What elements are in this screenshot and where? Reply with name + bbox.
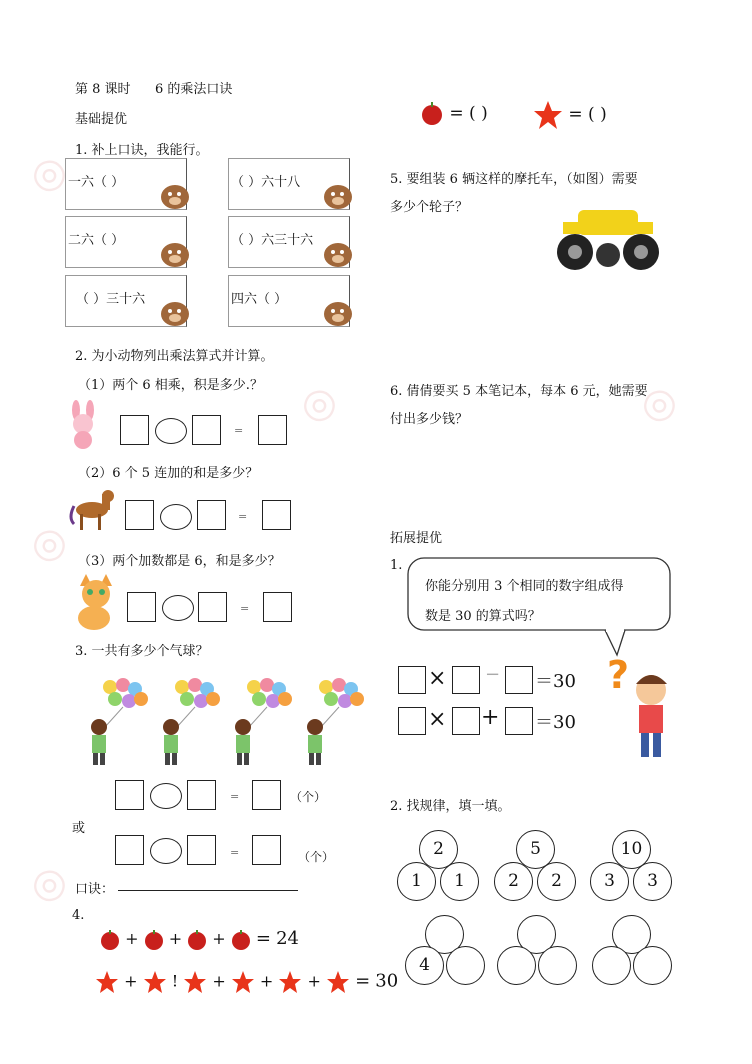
mole-icon <box>158 294 192 328</box>
answer-box[interactable] <box>198 592 227 622</box>
apple-equation <box>100 928 299 950</box>
times-sign: × <box>428 666 447 691</box>
atv-motorcycle-illustration <box>553 200 663 275</box>
answer-box[interactable] <box>252 835 281 865</box>
lesson-title: 6 的乘法口诀 <box>155 82 233 97</box>
plus-sign: + <box>125 929 139 948</box>
operator-oval[interactable] <box>162 595 194 621</box>
pattern-circle-top: 2 <box>419 830 458 869</box>
plus-sign: + <box>481 705 500 730</box>
apple-answer <box>420 102 488 126</box>
koujue-card <box>65 275 187 327</box>
pattern-circle-left: 4 <box>405 946 444 985</box>
answer-box[interactable] <box>115 780 144 810</box>
star-answer-blank[interactable]: = ( ) <box>568 104 607 125</box>
apple-icon <box>187 930 207 950</box>
answer-box[interactable] <box>262 500 291 530</box>
mole-icon <box>321 294 355 328</box>
watermark: ◎ <box>288 374 346 433</box>
apple-sum: 24 <box>276 928 299 949</box>
bubble-text-line1: 你能分别用 3 个相同的数字组成得 <box>425 579 624 594</box>
pattern-circle-left: 1 <box>397 862 436 901</box>
answer-box[interactable] <box>192 415 221 445</box>
separator: ! <box>171 971 179 991</box>
equals-sign: = <box>255 928 271 949</box>
answer-box[interactable] <box>452 666 480 694</box>
bubble-text-line2: 数是 30 的算式吗？ <box>425 609 541 624</box>
koujue-answer-line[interactable] <box>118 890 298 891</box>
star-icon <box>95 970 119 994</box>
answer-box[interactable] <box>263 592 292 622</box>
q2-title: 2. 为小动物列出乘法算式并计算。 <box>75 349 274 364</box>
equals-sign: = <box>230 846 240 859</box>
mole-icon <box>158 235 192 269</box>
watermark: ◎ <box>18 144 76 203</box>
koujue-card <box>228 216 350 268</box>
apple-icon <box>144 930 164 950</box>
unit-label: （个） <box>290 790 327 804</box>
apple-icon <box>231 930 251 950</box>
koujue-card <box>65 216 187 268</box>
q1-title: 1. 补上口诀，我能行。 <box>75 143 209 158</box>
thinking-boy-illustration <box>603 648 678 763</box>
answer-box[interactable] <box>125 500 154 530</box>
watermark: ◎ <box>628 374 686 433</box>
horse-icon <box>66 488 118 532</box>
apple-icon <box>100 930 120 950</box>
answer-box[interactable] <box>452 707 480 735</box>
answer-box[interactable] <box>127 592 156 622</box>
equals-sign: = <box>355 970 371 992</box>
mole-icon <box>321 177 355 211</box>
equals-sign: = <box>240 602 250 615</box>
q2-sub3: （3）两个加数都是 6，和是多少？ <box>78 554 281 569</box>
pattern-circle-blank[interactable] <box>592 946 631 985</box>
svg-text:?: ? <box>607 653 630 697</box>
pattern-circle-right: 1 <box>440 862 479 901</box>
koujue-card <box>65 158 187 210</box>
pattern-circle-blank[interactable] <box>633 946 672 985</box>
pattern-circle-blank[interactable] <box>538 946 577 985</box>
answer-box[interactable] <box>115 835 144 865</box>
q2-sub1: （1）两个 6 相乘，积是多少.？ <box>78 378 263 393</box>
card-text: 二六（ ） <box>68 233 125 248</box>
answer-box[interactable] <box>398 666 426 694</box>
ext-problem1-number: 1. <box>390 558 403 573</box>
equals-sign: = <box>238 510 248 523</box>
answer-box[interactable] <box>120 415 149 445</box>
answer-box[interactable] <box>258 415 287 445</box>
operator-oval[interactable] <box>150 838 182 864</box>
section-basic: 基础提优 <box>75 112 128 127</box>
pattern-circle-left: 2 <box>494 862 533 901</box>
pattern-circle-left: 3 <box>590 862 629 901</box>
pattern-circle-right: 3 <box>633 862 672 901</box>
balloon-kids-illustration <box>75 675 365 770</box>
q5-text-line1: 5. 要组装 6 辆这样的摩托车，（如图）需要 <box>390 172 638 187</box>
lesson-number: 第 8 课时 <box>75 82 131 97</box>
ext-problem2-title: 2. 找规律，填一填。 <box>390 799 511 814</box>
equals-sign: = <box>230 790 240 803</box>
answer-box[interactable] <box>187 835 216 865</box>
star-icon <box>326 970 350 994</box>
koujue-card <box>228 275 350 327</box>
card-text: 一六（ ） <box>68 175 125 190</box>
star-icon <box>143 970 167 994</box>
koujue-card <box>228 158 350 210</box>
card-text: （ ）六三十六 <box>231 233 314 248</box>
q5-text-line2: 多少个轮子？ <box>390 200 469 215</box>
section-extension: 拓展提优 <box>390 531 443 546</box>
answer-box[interactable] <box>197 500 226 530</box>
plus-sign: + <box>259 971 274 991</box>
pattern-circle-top: 5 <box>516 830 555 869</box>
pattern-circle-blank[interactable] <box>497 946 536 985</box>
minus-sign: − <box>485 664 501 685</box>
card-text: （ ）六十八 <box>231 175 301 190</box>
cat-icon <box>70 574 122 632</box>
plus-sign: + <box>212 929 226 948</box>
times-sign: × <box>428 707 447 732</box>
answer-box[interactable] <box>505 707 533 735</box>
star-sum: 30 <box>375 970 399 992</box>
plus-sign: + <box>168 929 183 948</box>
star-icon <box>183 970 207 994</box>
q4-number: 4. <box>72 908 85 923</box>
q6-text-line1: 6. 倩倩要买 5 本笔记本，每本 6 元，她需要 <box>390 384 648 399</box>
answer-box[interactable] <box>505 666 533 694</box>
result-30: ＝30 <box>535 671 576 692</box>
mole-icon <box>321 235 355 269</box>
star-equation <box>95 970 398 994</box>
operator-oval[interactable] <box>160 504 192 530</box>
star-icon <box>533 100 563 130</box>
or-label: 或 <box>72 821 86 836</box>
pattern-circle-top: 10 <box>612 830 651 869</box>
star-icon <box>278 970 302 994</box>
q2-sub2: （2）6 个 5 连加的和是多少？ <box>78 466 259 481</box>
pattern-circle-blank[interactable] <box>446 946 485 985</box>
rabbit-icon <box>62 400 104 450</box>
result-30: ＝30 <box>535 712 576 733</box>
watermark: ◎ <box>18 514 76 573</box>
q3-title: 3. 一共有多少个气球？ <box>75 644 209 659</box>
answer-box[interactable] <box>187 780 216 810</box>
q6-text-line2: 付出多少钱？ <box>390 412 469 427</box>
star-answer <box>533 100 607 130</box>
card-text: 四六（ ） <box>231 292 288 307</box>
pattern-circle-right: 2 <box>537 862 576 901</box>
apple-icon <box>420 102 444 126</box>
plus-sign: + <box>212 971 226 991</box>
plus-sign: + <box>124 971 138 991</box>
card-text: （ ）三十六 <box>76 292 146 307</box>
answer-box[interactable] <box>252 780 281 810</box>
plus-sign: + <box>307 971 321 991</box>
mole-icon <box>158 177 192 211</box>
unit-label: （个） <box>298 850 335 864</box>
watermark: ◎ <box>18 854 76 913</box>
operator-oval[interactable] <box>150 783 182 809</box>
equals-sign: = <box>234 424 244 437</box>
koujue-label: 口诀： <box>75 882 115 897</box>
apple-answer-blank[interactable]: = ( ) <box>449 103 488 124</box>
star-icon <box>231 970 255 994</box>
answer-box[interactable] <box>398 707 426 735</box>
operator-oval[interactable] <box>155 418 187 444</box>
